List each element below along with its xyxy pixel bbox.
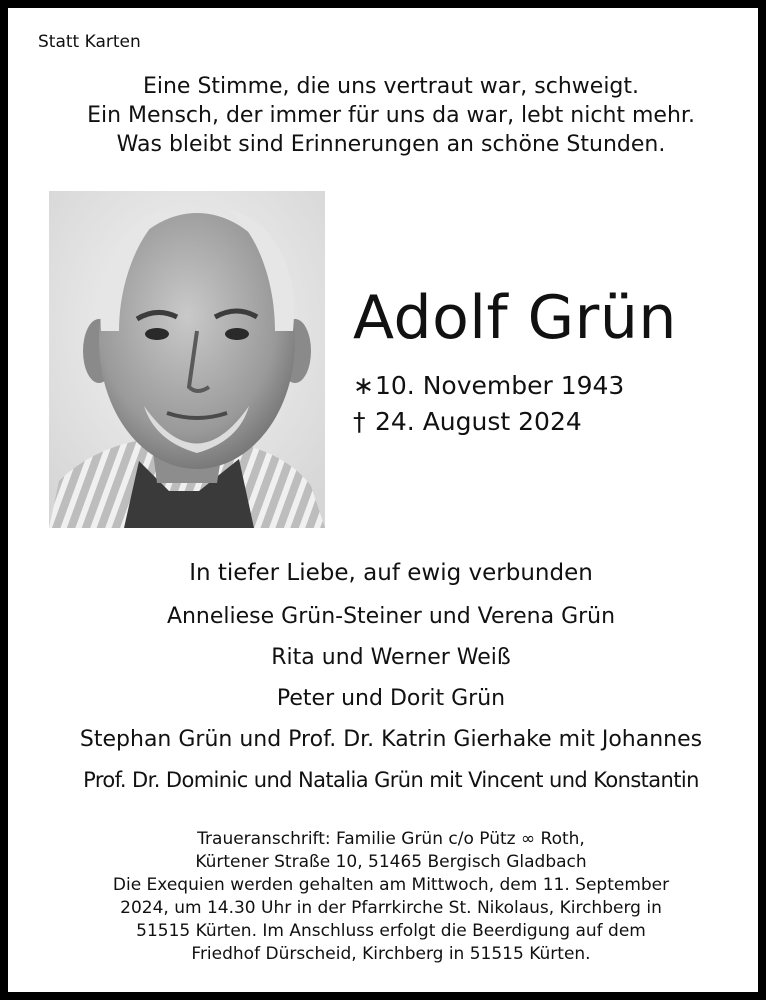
family-member: Peter und Dorit Grün <box>276 686 506 711</box>
portrait-photo <box>49 191 325 528</box>
birth-symbol: ∗ <box>353 371 374 400</box>
poem <box>8 72 766 159</box>
family-member: Stephan Grün und Prof. Dr. Katrin Gierhake mit Johannes <box>79 727 703 752</box>
deceased-name: Adolf Grün <box>353 283 677 353</box>
footer-line: 51515 Kürten. Im Anschluss erfolgt die Beerdigung auf dem <box>136 921 646 941</box>
death-symbol: † <box>353 407 366 436</box>
family-intro: In tiefer Liebe, auf ewig verbunden <box>189 560 593 586</box>
funeral-details <box>8 828 766 966</box>
life-dates <box>353 368 624 440</box>
family-section <box>8 556 766 801</box>
death-date: 24. August 2024 <box>375 407 582 436</box>
death-date-line <box>353 404 624 440</box>
footer-line: Friedhof Dürscheid, Kirchberg in 51515 Kürten. <box>191 944 591 964</box>
footer-line: Traueranschrift: Familie Grün c/o Pütz ∞ Roth, <box>197 829 585 849</box>
footer-line: 2024, um 14.30 Uhr in der Pfarrkirche St. Nikolaus, Kirchberg in <box>120 898 662 918</box>
family-member: Prof. Dr. Dominic und Natalia Grün mit Vincent und Konstantin <box>83 768 699 792</box>
poem-line: Eine Stimme, die uns vertraut war, schweigt. <box>142 74 640 99</box>
kicker-text: Statt Karten <box>38 32 141 52</box>
birth-date: 10. November 1943 <box>375 371 625 400</box>
footer-line: Kürtener Straße 10, 51465 Bergisch Gladbach <box>195 852 587 872</box>
birth-date-line <box>353 368 624 404</box>
poem-line: Was bleibt sind Erinnerungen an schöne Stunden. <box>116 132 666 157</box>
family-member: Anneliese Grün-Steiner und Verena Grün <box>166 604 616 629</box>
footer-line: Die Exequien werden gehalten am Mittwoch, dem 11. September <box>112 875 670 895</box>
portrait-illustration <box>49 191 325 528</box>
poem-line: Ein Mensch, der immer für uns da war, lebt nicht mehr. <box>87 103 695 128</box>
family-member: Rita und Werner Weiß <box>271 645 511 670</box>
